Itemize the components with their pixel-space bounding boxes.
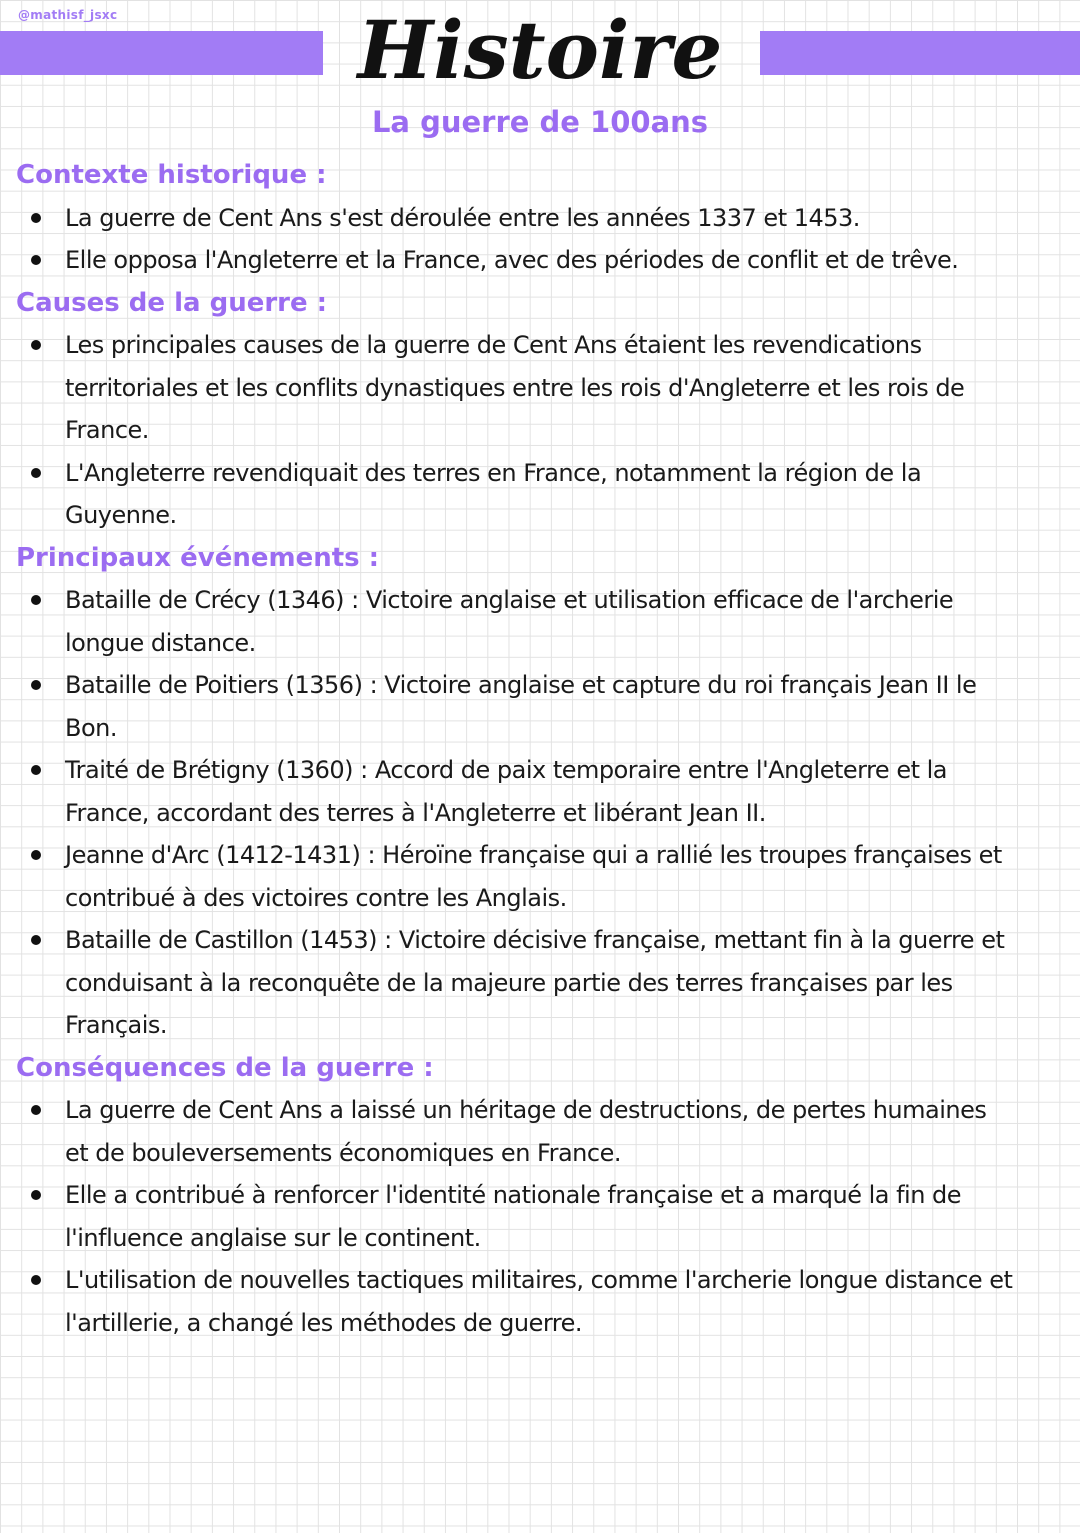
bullet-icon: [31, 935, 41, 945]
list-item-text: L'utilisation de nouvelles tactiques militaires, comme l'archerie longue distance et l'artillerie, a changé les méthodes de guerre.: [65, 1266, 1013, 1337]
page-subtitle: La guerre de 100ans: [371, 105, 709, 139]
bullet-icon: [31, 213, 41, 223]
title-band-right: [760, 31, 1080, 75]
list-item-text: Elle a contribué à renforcer l'identité nationale française et a marqué la fin de l'influence anglaise sur le continent.: [65, 1181, 962, 1252]
section-contexte: [16, 154, 1016, 282]
list-item-text: Jeanne d'Arc (1412-1431) : Héroïne française qui a rallié les troupes françaises et contribué à des victoires contre les Anglais.: [65, 841, 1002, 912]
notes-content: [16, 154, 1016, 1344]
list-item: [16, 1259, 1016, 1344]
list-item: [16, 239, 1016, 282]
list-item-text: Elle opposa l'Angleterre et la France, avec des périodes de conflit et de trêve.: [65, 246, 959, 274]
bullet-icon: [31, 595, 41, 605]
bullet-icon: [31, 1105, 41, 1115]
bullet-icon: [31, 1275, 41, 1285]
list-item-text: La guerre de Cent Ans s'est déroulée entre les années 1337 et 1453.: [65, 203, 860, 232]
bullet-icon: [31, 680, 41, 690]
page-title: Histoire: [357, 3, 723, 97]
section-heading: Contexte historique :: [16, 160, 327, 190]
list-item-text: Bataille de Castillon (1453) : Victoire décisive française, mettant fin à la guerre et conduisant à la reconquête de la majeure partie des terres françaises par les Français.: [65, 926, 1005, 1039]
list-item: [16, 834, 1016, 919]
list-item: [16, 197, 1016, 240]
list-item-text: Traité de Brétigny (1360) : Accord de paix temporaire entre l'Angleterre et la France, accordant des terres à l'Angleterre et libérant Jean II.: [65, 756, 947, 827]
bullet-icon: [31, 340, 41, 350]
list-item-text: Bataille de Poitiers (1356) : Victoire anglaise et capture du roi français Jean II le Bon.: [65, 671, 977, 742]
list-item-text: Les principales causes de la guerre de Cent Ans étaient les revendications territoriales et les conflits dynastiques entre les rois d'Angleterre et les rois de France.: [65, 331, 965, 444]
section-consequences: [16, 1047, 1016, 1345]
section-heading: Conséquences de la guerre :: [16, 1052, 434, 1083]
bullet-icon: [31, 468, 41, 478]
title-band-left: [0, 31, 323, 75]
bullet-icon: [31, 255, 41, 265]
bullet-icon: [31, 765, 41, 775]
list-item: [16, 919, 1016, 1047]
bullet-icon: [31, 850, 41, 860]
section-heading: Causes de la guerre :: [16, 287, 328, 318]
list-item: [16, 452, 1016, 537]
list-item: [16, 749, 1016, 834]
bullet-list: [16, 324, 1016, 537]
list-item: [16, 1174, 1016, 1259]
list-item: [16, 579, 1016, 664]
list-item: [16, 1089, 1016, 1174]
section-evenements: [16, 537, 1016, 1047]
list-item-text: L'Angleterre revendiquait des terres en France, notamment la région de la Guyenne.: [65, 458, 922, 529]
section-causes: [16, 282, 1016, 537]
bullet-list: [16, 579, 1016, 1047]
author-watermark: @mathisf_jsxc: [18, 8, 118, 22]
list-item-text: La guerre de Cent Ans a laissé un héritage de destructions, de pertes humaines et de bouleversements économiques en France.: [65, 1096, 987, 1167]
bullet-list: [16, 1089, 1016, 1344]
list-item-text: Bataille de Crécy (1346) : Victoire anglaise et utilisation efficace de l'archerie longue distance.: [65, 586, 954, 657]
section-heading: Principaux événements :: [16, 542, 380, 573]
bullet-icon: [31, 1190, 41, 1200]
bullet-list: [16, 197, 1016, 282]
list-item: [16, 324, 1016, 452]
list-item: [16, 664, 1016, 749]
